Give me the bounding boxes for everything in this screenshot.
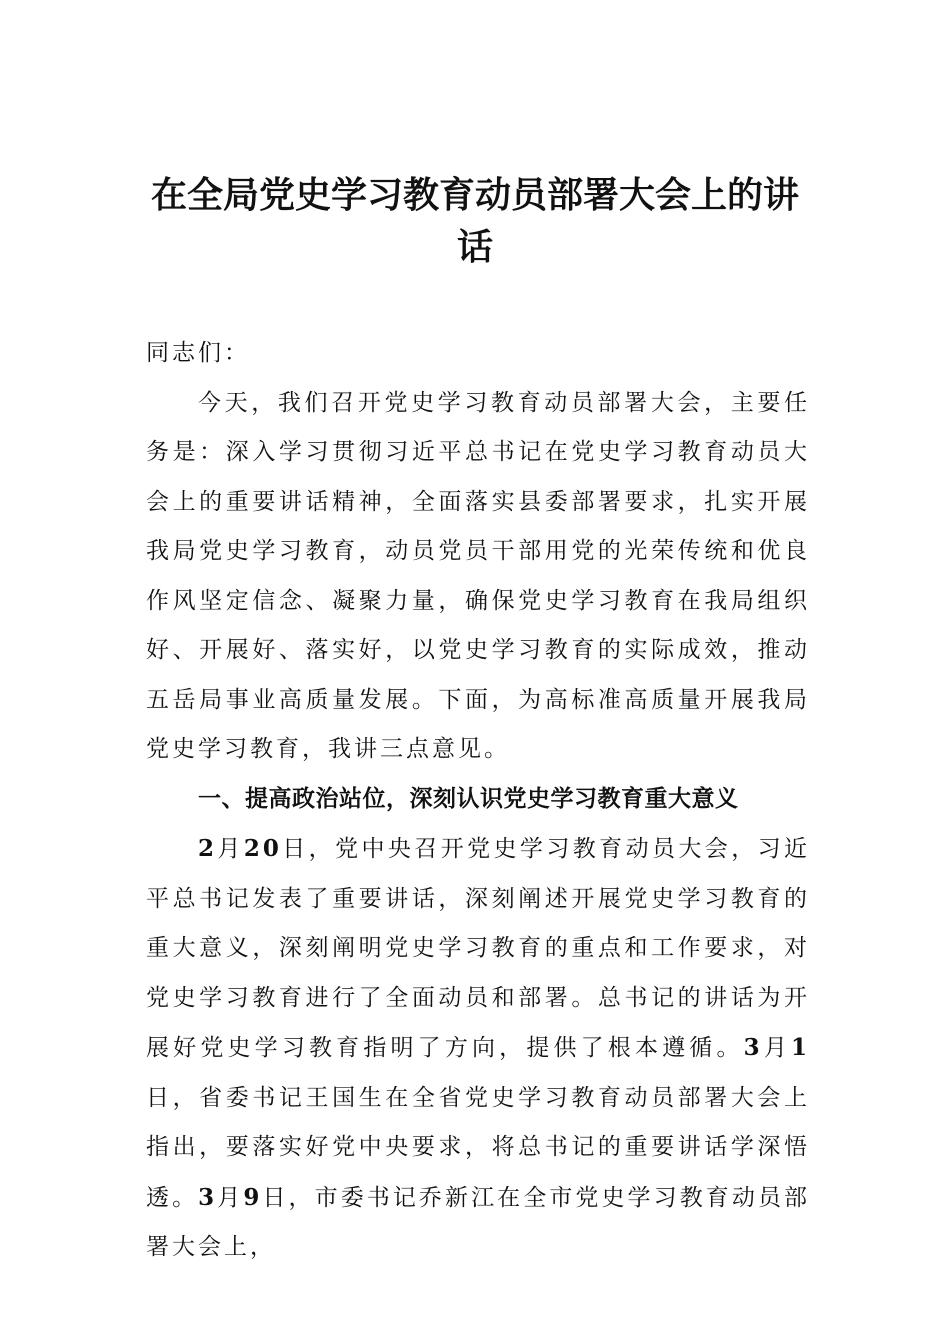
text-run: 日，党中央召开党史学习教育动员大会，习近平总书记发表了重要讲话，深刻阐述开展党史学习教育的重大意义，深刻阐明党史学习教育的重点和工作要求，对党史学习教育进行了全面动员和部署。总书记的讲话为开展好党史学习教育指明了方向，提供了根本遵循。: [146, 836, 811, 1061]
text-run: 月: [217, 1184, 244, 1211]
date-number: 9: [243, 1183, 263, 1211]
text-run: 日，市委书记乔新江在全市党史学习教育动员部署大会上，: [146, 1184, 811, 1260]
paragraph-section-1: [146, 824, 810, 1273]
section-heading-1: 一、提高政治站位，深刻认识党史学习教育重大意义: [198, 785, 739, 812]
date-number: 3: [198, 1183, 218, 1211]
date-number: 20: [243, 835, 282, 862]
date-number: 1: [791, 1034, 811, 1061]
text-run: 月: [762, 1035, 791, 1061]
text-run: 月: [217, 836, 244, 862]
salutation: 同志们：: [146, 340, 250, 366]
date-number: 3: [743, 1034, 763, 1061]
date-number: 2: [198, 835, 218, 862]
paragraph-intro: 今天，我们召开党史学习教育动员部署大会，主要任务是：深入学习贯彻习近平总书记在党史学习教育动员大会上的重要讲话精神，全面落实县委部署要求，扎实开展我局党史学习教育，动员党员干部用党的光荣传统和优良作风坚定信念、凝聚力量，确保党史学习教育在我局组织好、开展好、落实好，以党史学习教育的实际成效，推动五岳局事业高质量发展。下面，为高标准高质量开展我局党史学习教育，我讲三点意见。: [146, 389, 810, 762]
document-body: [146, 329, 810, 1273]
document-title: 在全局党史学习教育动员部署大会上的讲话: [150, 175, 799, 268]
text-run: 日，省委书记王国生在全省党史学习教育动员部署大会上指出，要落实好党中央要求，将总书记的重要讲话学深悟透。: [146, 1084, 810, 1211]
